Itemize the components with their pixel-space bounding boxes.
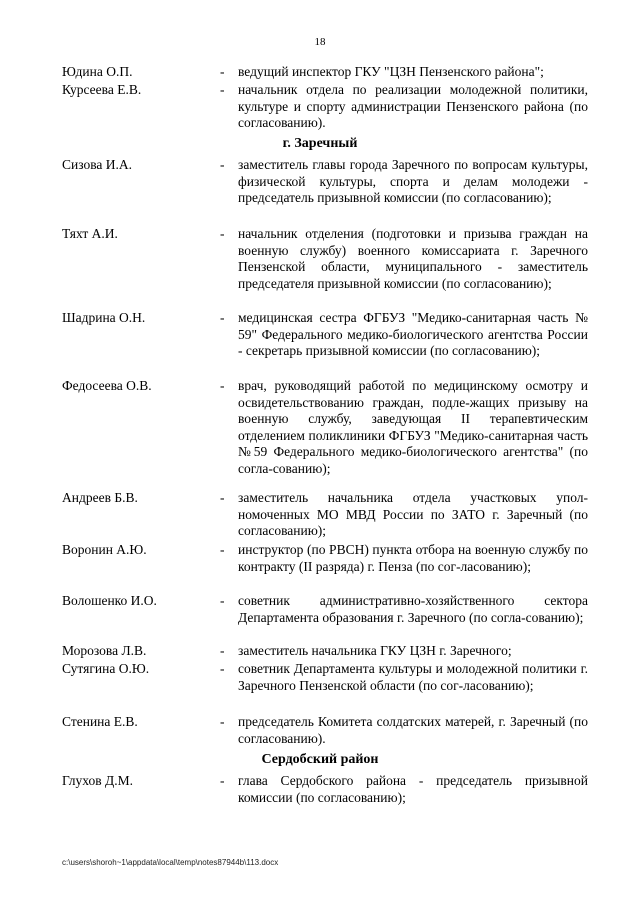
member-role: врач, руководящий работой по медицинскому осмотру и освидетельствованию граждан, подле-жащих призыву на военную службу, заведующая II терапевтическим отделением поликлиники ФГБУЗ "Медико-санитарная часть №59 Федерального медико-биологического агентства" (по согла-сованию); bbox=[238, 378, 588, 476]
member-role: председатель Комитета солдатских матерей, г. Заречный (по согласованию). bbox=[238, 714, 588, 746]
member-name: Шадрина О.Н. bbox=[62, 310, 146, 325]
member-name: Федосеева О.В. bbox=[62, 378, 152, 393]
member-name: Сутягина О.Ю. bbox=[62, 661, 150, 676]
member-name: Сизова И.А. bbox=[62, 157, 133, 172]
member-entry bbox=[62, 773, 588, 806]
member-name: Андреев Б.В. bbox=[62, 490, 138, 505]
dash: - bbox=[220, 490, 225, 505]
member-role: ведущий инспектор ГКУ "ЦЗН Пензенского района"; bbox=[238, 64, 544, 79]
section-heading-zarechny: г. Заречный bbox=[282, 136, 358, 151]
member-role: советник административно-хозяйственного сектора Департамента образования г. Заречного (по согла-сованию); bbox=[238, 593, 588, 625]
member-entry bbox=[62, 310, 588, 360]
member-role: начальник отдела по реализации молодежной политики, культуре и спорту администрации Пензенского района (по согласованию). bbox=[238, 82, 588, 130]
member-entry bbox=[62, 661, 588, 694]
member-role: заместитель начальника отдела участковых упол-номоченных МО МВД России по ЗАТО г. Заречный (по согласованию); bbox=[238, 490, 588, 538]
section-heading-serdobsk: Сердобский район bbox=[261, 752, 379, 767]
footer-file-path: c:\users\shoroh~1\appdata\local\temp\notes87944b\113.docx bbox=[62, 858, 279, 867]
member-name: Воронин А.Ю. bbox=[62, 542, 147, 557]
member-role: заместитель главы города Заречного по вопросам культуры, физической культуры, спорта и делам молодежи - председатель призывной комиссии (по согласованию); bbox=[238, 157, 588, 205]
member-name: Курсеева Е.В. bbox=[62, 82, 142, 97]
member-name: Юдина О.П. bbox=[62, 64, 133, 79]
dash: - bbox=[220, 157, 225, 172]
member-entry bbox=[62, 714, 588, 747]
member-role: начальник отделения (подготовки и призыва граждан на военную службу) военного комиссариата г. Заречного Пензенской области, муниципального - заместитель председателя призывной комиссии (по согласованию); bbox=[238, 226, 588, 291]
dash: - bbox=[220, 310, 225, 325]
dash: - bbox=[220, 593, 225, 608]
member-name: Стенина Е.В. bbox=[62, 714, 138, 729]
dash: - bbox=[220, 542, 225, 557]
dash: - bbox=[220, 773, 225, 788]
member-entry bbox=[62, 643, 588, 660]
member-role: инструктор (по РВСН) пункта отбора на военную службу по контракту (II разряда) г. Пенза (по сог-ласованию); bbox=[238, 542, 588, 574]
dash: - bbox=[220, 378, 225, 393]
member-name: Тяхт А.И. bbox=[62, 226, 118, 241]
member-entry bbox=[62, 378, 588, 477]
dash: - bbox=[220, 226, 225, 241]
member-entry bbox=[62, 593, 588, 626]
member-entry bbox=[62, 82, 588, 132]
member-name: Морозова Л.В. bbox=[62, 643, 147, 658]
member-entry bbox=[62, 490, 588, 540]
dash: - bbox=[220, 714, 225, 729]
dash: - bbox=[220, 661, 225, 676]
member-role: медицинская сестра ФГБУЗ "Медико-санитарная часть № 59" Федерального медико-биологического агентства России - секретарь призывной комиссии (по согласованию); bbox=[238, 310, 588, 358]
page-number: 18 bbox=[314, 36, 326, 48]
member-entry bbox=[62, 64, 588, 81]
member-name: Глухов Д.М. bbox=[62, 773, 133, 788]
dash: - bbox=[220, 82, 225, 97]
member-name: Волошенко И.О. bbox=[62, 593, 157, 608]
member-role: советник Департамента культуры и молодежной политики г. Заречного Пензенской области (по сог-ласованию); bbox=[238, 661, 588, 693]
member-role: заместитель начальника ГКУ ЦЗН г. Заречного; bbox=[238, 643, 512, 658]
dash: - bbox=[220, 64, 225, 79]
member-role: глава Сердобского района - председатель призывной комиссии (по согласованию); bbox=[238, 773, 588, 805]
member-entry bbox=[62, 226, 588, 292]
member-entry bbox=[62, 542, 588, 575]
member-entry bbox=[62, 157, 588, 207]
dash: - bbox=[220, 643, 225, 658]
